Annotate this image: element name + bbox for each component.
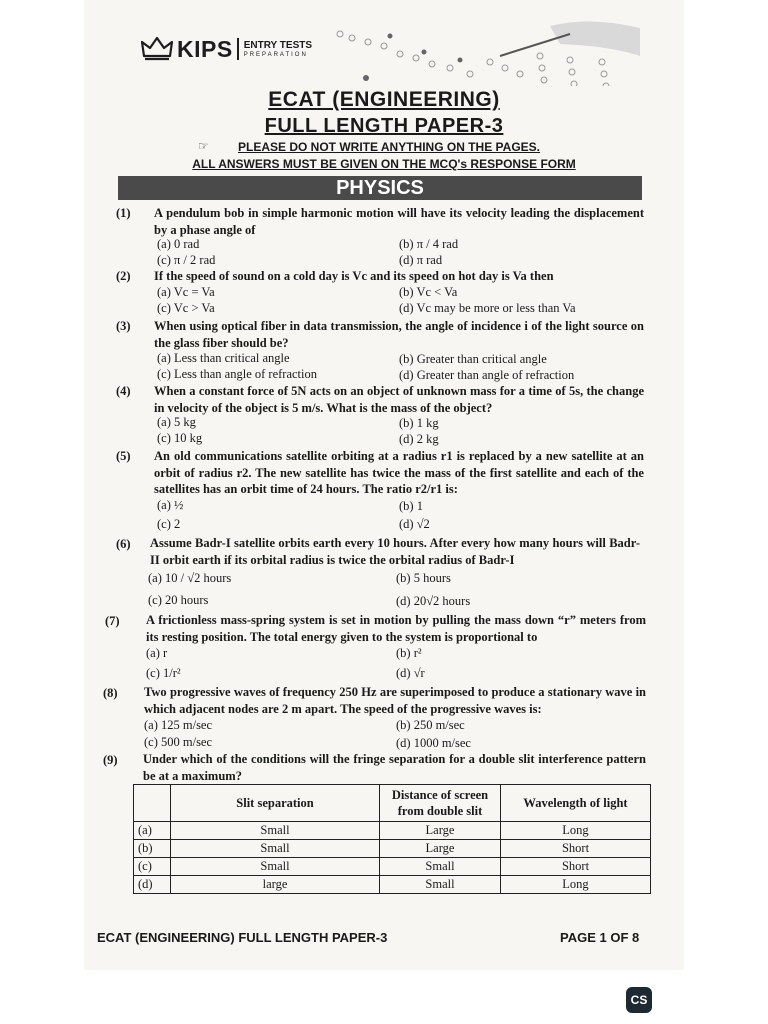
option-d: (d) 20√2 hours — [396, 594, 471, 608]
option-c: (c) 1/r² — [146, 666, 181, 680]
table-header-row — [134, 785, 651, 822]
question-number: (7) — [105, 614, 120, 628]
question-text: Two progressive waves of frequency 250 Hz are superimposed to produce a stationary wave in which adjacent nodes are 2 m apart. The speed of the progressive waves is: — [144, 685, 646, 716]
question-number: (4) — [116, 384, 131, 398]
table-cell: Small — [171, 840, 380, 858]
question-text: Assume Badr-I satellite orbits earth every 10 hours. After every how many hours will Badr-II orbit earth if its orbital radius is twice the orbital radius of Badr-I — [150, 536, 640, 567]
question-number: (2) — [116, 269, 131, 283]
question-number: (6) — [116, 537, 131, 551]
brand-logo — [141, 32, 312, 66]
answer-options-table — [133, 784, 651, 894]
crown-icon — [141, 36, 173, 62]
option-d: (d) √r — [396, 666, 425, 680]
option-c: (c) 500 m/sec — [144, 735, 213, 749]
option-a: (a) Less than critical angle — [157, 351, 290, 365]
table-cell: Long — [501, 822, 651, 840]
brand-name: KIPS — [177, 35, 233, 62]
table-cell: Short — [501, 840, 651, 858]
footer-page-number: PAGE 1 OF 8 — [560, 930, 640, 945]
question-text: An old communications satellite orbiting at a radius r1 is replaced by a new satellite at an orbit of radius r2. The new satellite has twice the mass of the first satellite and each of the satellites has an orbit time of 24 hours. The ratio r2/r1 is: — [154, 449, 644, 496]
option-c: (c) 2 — [157, 517, 181, 531]
table-row — [134, 858, 651, 876]
table-cell: large — [171, 876, 380, 894]
question-text: When using optical fiber in data transmission, the angle of incidence i of the light source on the glass fiber should be? — [154, 319, 644, 350]
table-cell: Short — [501, 858, 651, 876]
option-a: (a) 10 / √2 hours — [148, 571, 232, 585]
option-c: (c) Vc > Va — [157, 301, 215, 315]
question-text: Under which of the conditions will the fringe separation for a double slit interference pattern be at a maximum? — [143, 752, 646, 783]
brand-tagline — [244, 40, 312, 59]
pointing-hand-icon: ☞ — [198, 139, 209, 153]
option-a: (a) 5 kg — [157, 415, 196, 429]
table-cell: Small — [380, 858, 501, 876]
table-header-slit-separation: Slit separation — [171, 785, 380, 822]
table-row — [134, 876, 651, 894]
option-d: (d) Vc may be more or less than Va — [399, 301, 576, 315]
section-heading-physics: PHYSICS — [118, 176, 642, 200]
notice-response-form: ALL ANSWERS MUST BE GIVEN ON THE MCQ's RESPONSE FORM — [192, 157, 576, 171]
option-c: (c) Less than angle of refraction — [157, 367, 317, 381]
tagline-bottom: PREPARATION — [243, 51, 308, 58]
question-number: (5) — [116, 449, 131, 463]
option-c: (c) π / 2 rad — [157, 253, 216, 267]
option-d: (d) Greater than angle of refraction — [399, 368, 575, 382]
option-b: (b) Vc < Va — [399, 285, 458, 299]
table-row — [134, 840, 651, 858]
question-text: A frictionless mass-spring system is set in motion by pulling the mass down “r” meters from its resting position. The total energy given to the system is proportional to — [146, 613, 646, 644]
option-b: (b) 1 — [399, 499, 423, 513]
question-number: (1) — [116, 206, 131, 220]
option-a: (a) 125 m/sec — [144, 718, 213, 732]
option-d: (d) √2 — [399, 517, 430, 531]
table-cell: Large — [380, 822, 501, 840]
option-b: (b) r² — [396, 646, 422, 660]
option-d: (d) 1000 m/sec — [396, 736, 471, 750]
tagline-top: ENTRY TESTS — [243, 39, 313, 51]
notice-no-writing: PLEASE DO NOT WRITE ANYTHING ON THE PAGES. — [237, 140, 540, 154]
question-text: When a constant force of 5N acts on an object of unknown mass for a time of 5s, the change in velocity of the object is 5 m/s. What is the mass of the object? — [154, 384, 644, 415]
option-b: (b) 250 m/sec — [396, 718, 465, 732]
logo-divider — [237, 38, 239, 60]
option-b: (b) 1 kg — [399, 416, 439, 430]
option-d: (d) 2 kg — [399, 432, 439, 446]
footer-paper-title: ECAT (ENGINEERING) FULL LENGTH PAPER-3 — [97, 930, 388, 945]
question-number: (8) — [103, 686, 118, 700]
table-cell: Large — [380, 840, 501, 858]
table-cell: (d) — [134, 876, 171, 894]
question-number: (3) — [116, 319, 131, 333]
table-cell: Long — [501, 876, 651, 894]
option-b: (b) 5 hours — [396, 571, 451, 585]
table-cell: (a) — [134, 822, 171, 840]
table-header-label — [134, 785, 171, 822]
question-text: If the speed of sound on a cold day is Vc and its speed on hot day is Va then — [154, 269, 554, 283]
table-cell: Small — [380, 876, 501, 894]
option-a: (a) 0 rad — [157, 237, 200, 251]
table-cell: (b) — [134, 840, 171, 858]
table-header-wavelength: Wavelength of light — [501, 785, 651, 822]
table-cell: (c) — [134, 858, 171, 876]
camscanner-badge-icon: CS — [626, 987, 652, 1013]
option-b: (b) Greater than critical angle — [399, 352, 547, 366]
option-c: (c) 10 kg — [157, 431, 203, 445]
table-cell: Small — [171, 822, 380, 840]
table-header-screen-distance: Distance of screen from double slit — [380, 785, 501, 822]
page-title-line2: FULL LENGTH PAPER-3 — [264, 115, 504, 137]
question-text: A pendulum bob in simple harmonic motion will have its velocity leading the displacement by a phase angle of — [154, 206, 644, 237]
page-title-line1: ECAT (ENGINEERING) — [268, 88, 500, 111]
option-c: (c) 20 hours — [148, 593, 209, 607]
omr-decoration-graphic — [320, 16, 640, 86]
table-row — [134, 822, 651, 840]
option-a: (a) ½ — [157, 498, 184, 512]
option-a: (a) Vc = Va — [157, 285, 215, 299]
option-b: (b) π / 4 rad — [399, 237, 459, 251]
option-a: (a) r — [146, 646, 168, 660]
question-number: (9) — [103, 753, 118, 767]
option-d: (d) π rad — [399, 253, 443, 267]
table-cell: Small — [171, 858, 380, 876]
